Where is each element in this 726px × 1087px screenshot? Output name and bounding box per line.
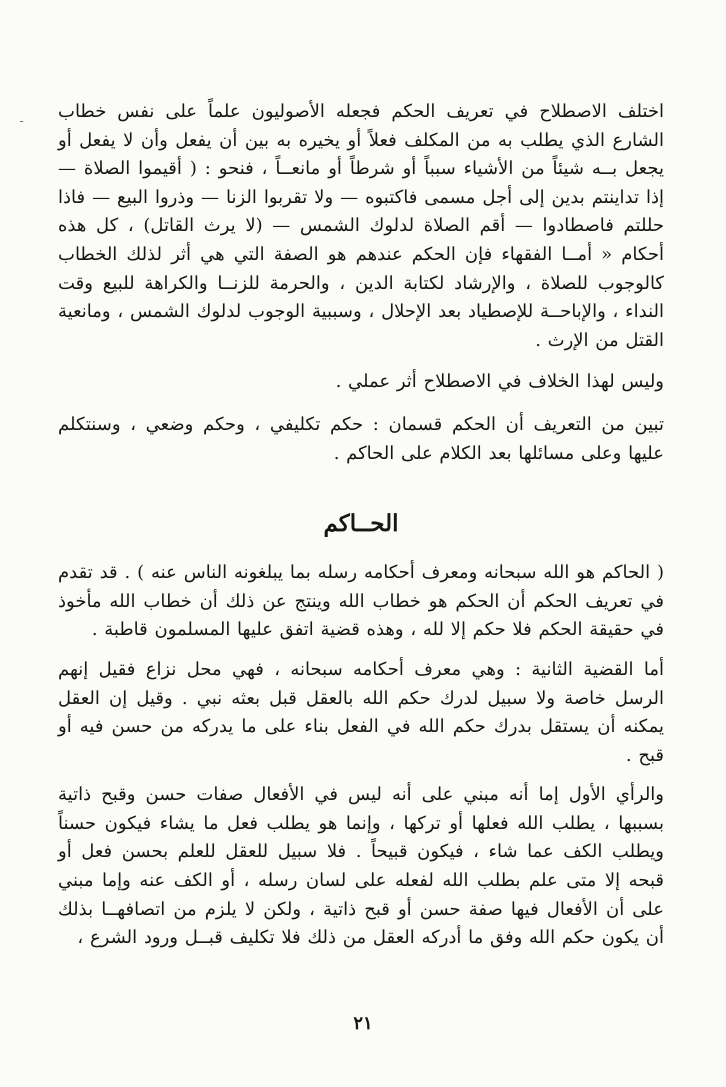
section-hukm-definition: [58, 98, 664, 468]
paragraph-second-issue: أما القضية الثانية : وهي معرف أحكامه سبحانه ، فهي محل نزاع فقيل إنهم الرسل خاصة ولا سبيل لدرك حكم الله بالعقل قبل بعثه نبي . وقيل إن العقل يمكنه أن يستقل بدرك حكم الله في الفعل بناء على ما يدركه من حسن فيه أو قبح .: [58, 658, 664, 766]
section-heading: الحــاكم: [323, 510, 399, 538]
section-hakim: [58, 510, 664, 953]
paragraph-no-practical-effect: وليس لهذا الخلاف في الاصطلاح أثر عملي .: [335, 371, 664, 393]
paragraph-definition-disagreement: اختلف الاصطلاح في تعريف الحكم فجعله الأصوليون علماً على نفس خطاب الشارع الذي يطلب به من المكلف فعلاً أو يخيره به بين أن يفعل وأن لا يفعل أو يجعل بــه شيئاً من الأشياء سبباً أو شرطاً أو مانعــاً ، فنحو : ( أقيموا الصلاة — إذا تداينتم بدين إلى أجل مسمى فاكتبوه — ولا تقربوا الزنا — وذروا البيع — فاذا حللتم فاصطادوا — أقم الصلاة لدلوك الشمس — (لا يرث القاتل) ، كل هذه أحكام « أمــا الفقهاء فإن الحكم عندهم هو الصفة التي هي أثر لذلك الخطاب كالوجوب للصلاة ، والإرشاد لكتابة الدين ، والحرمة للزنــا والكراهة للبيع وقت النداء ، والإباحــة للإصطياد بعد الإحلال ، وسببية الوجوب لدلوك الشمس ، ومانعية القتل من الإرث .: [58, 101, 664, 351]
page-number: ٢١: [353, 1013, 373, 1034]
paragraph-first-opinion: والرأي الأول إما أنه مبني على أنه ليس في الأفعال صفات حسن وقبح ذاتية بسببها ، يطلب الله فعلها أو تركها ، وإنما هو يطلب فعل ما يشاء فيكون حسناً ويطلب الكف عما شاء ، فيكون قبيحاً . فلا سبيل للعقل للعلم بحسن فعل أو قبحه إلا متى علم بطلب الله لفعله على لسان رسله ، أو الكف عنه وإما مبني على أن الأفعال فيها صفة حسن أو قبح ذاتية ، ولكن لا يلزم من اتصافهــا بذلك أن يكون حكم الله وفق ما أدركه العقل من ذلك فلا تكليف قبــل ورود الشرع ،: [58, 784, 664, 949]
paragraph-hakim-definition: ( الحاكم هو الله سبحانه ومعرف أحكامه رسله بما يبلغونه الناس عنه ) . قد تقدم في تعريف الحكم أن الحكم هو خطاب الله وينتج عن ذلك أن خطاب الله مأخوذ في حقيقة الحكم فلا حكم إلا لله ، وهذه قضية اتفق عليها المسلمون قاطبة .: [58, 562, 664, 641]
paragraph-two-types: تبين من التعريف أن الحكم قسمان : حكم تكليفي ، وحكم وضعي ، وسنتكلم عليها وعلى مسائلها بعد الكلام على الحاكم .: [58, 413, 664, 464]
margin-mark: ـ: [20, 112, 24, 125]
